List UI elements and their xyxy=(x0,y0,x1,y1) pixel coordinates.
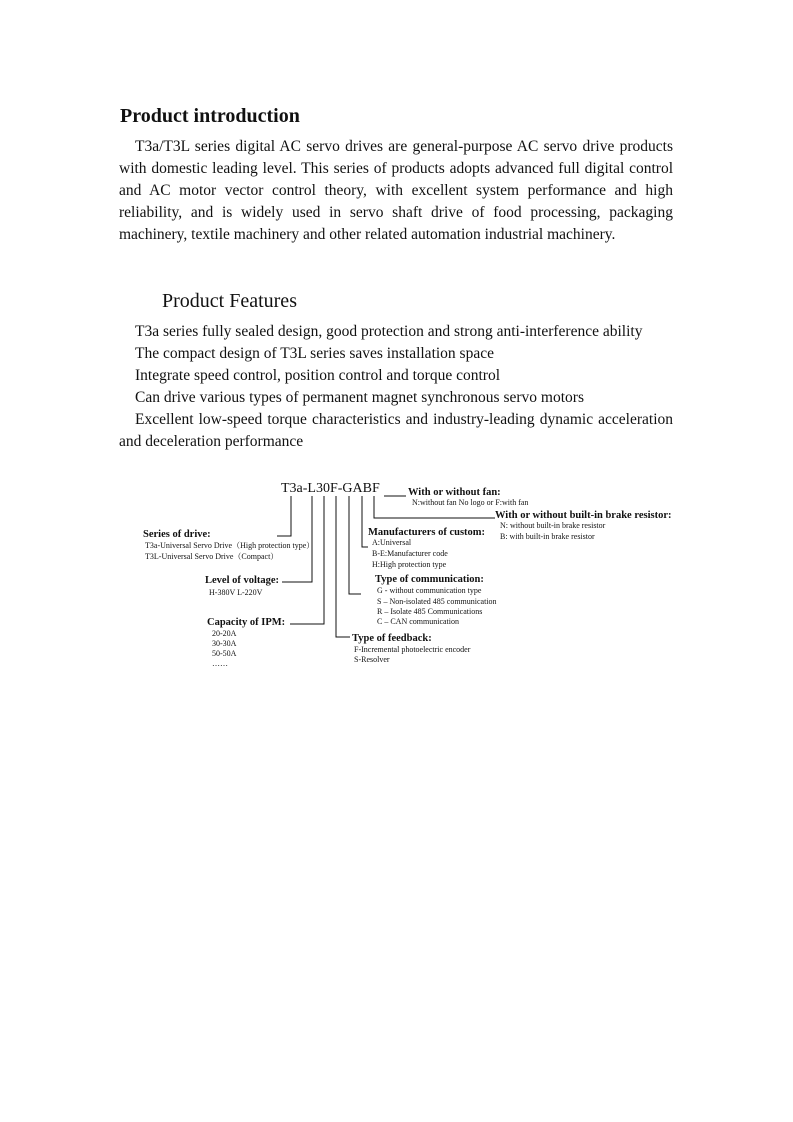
feature-item: Can drive various types of permanent magnet synchronous servo motors xyxy=(135,389,584,406)
custom-option: A:Universal xyxy=(372,538,412,547)
ipm-label: Capacity of IPM: xyxy=(207,617,286,628)
feature-item: Integrate speed control, position control and torque control xyxy=(135,367,501,384)
feature-item: Excellent low-speed torque characteristics and industry-leading dynamic acceleration and deceleration performance xyxy=(119,411,673,450)
communication-option: C – CAN communication xyxy=(377,617,459,626)
communication-option: R – Isolate 485 Communications xyxy=(377,607,483,616)
voltage-label: Level of voltage: xyxy=(205,575,280,586)
intro-paragraph: T3a/T3L series digital AC servo drives are general-purpose AC servo drive products with domestic leading level. This series of products adopts advanced full digital control and AC motor vector control theory, with excellent system performance and high reliability, and is widely used in servo shaft drive of food processing, packaging machinery, textile machinery and other related automation industrial machinery. xyxy=(119,138,673,243)
fan-label: With or without fan: xyxy=(408,487,501,498)
ipm-option: 50-50A xyxy=(212,649,237,658)
model-code: T3a-L30F-GABF xyxy=(281,481,380,496)
feedback-option: S-Resolver xyxy=(354,655,390,664)
custom-option: H:High protection type xyxy=(372,560,447,569)
series-option: T3a-Universal Servo Drive（High protection type） xyxy=(145,541,315,550)
feedback-option: F-Incremental photoelectric encoder xyxy=(354,645,471,654)
intro-heading: Product introduction xyxy=(120,105,300,127)
ipm-option: 20-20A xyxy=(212,629,237,638)
brake-option: B: with built-in brake resistor xyxy=(500,532,595,541)
feedback-label: Type of feedback: xyxy=(352,633,432,644)
communication-label: Type of communication: xyxy=(375,574,484,585)
communication-option: G - without communication type xyxy=(377,586,482,595)
series-label: Series of drive: xyxy=(143,529,211,540)
series-option: T3L-Universal Servo Drive（Compact） xyxy=(145,552,279,561)
custom-option: B-E:Manufacturer code xyxy=(372,549,448,558)
fan-options: N:without fan No logo or F:with fan xyxy=(412,498,529,507)
ipm-option: 30-30A xyxy=(212,639,237,648)
communication-option: S – Non-isolated 485 communication xyxy=(377,597,497,606)
feature-item: T3a series fully sealed design, good protection and strong anti-interference ability xyxy=(135,323,643,340)
voltage-options: H-380V L-220V xyxy=(209,588,263,597)
feature-item: The compact design of T3L series saves installation space xyxy=(135,345,494,362)
brake-option: N: without built-in brake resistor xyxy=(500,521,606,530)
brake-label: With or without built-in brake resistor: xyxy=(495,510,672,521)
features-heading: Product Features xyxy=(162,290,297,312)
custom-label: Manufacturers of custom: xyxy=(368,527,486,538)
ipm-option: …… xyxy=(212,659,228,668)
